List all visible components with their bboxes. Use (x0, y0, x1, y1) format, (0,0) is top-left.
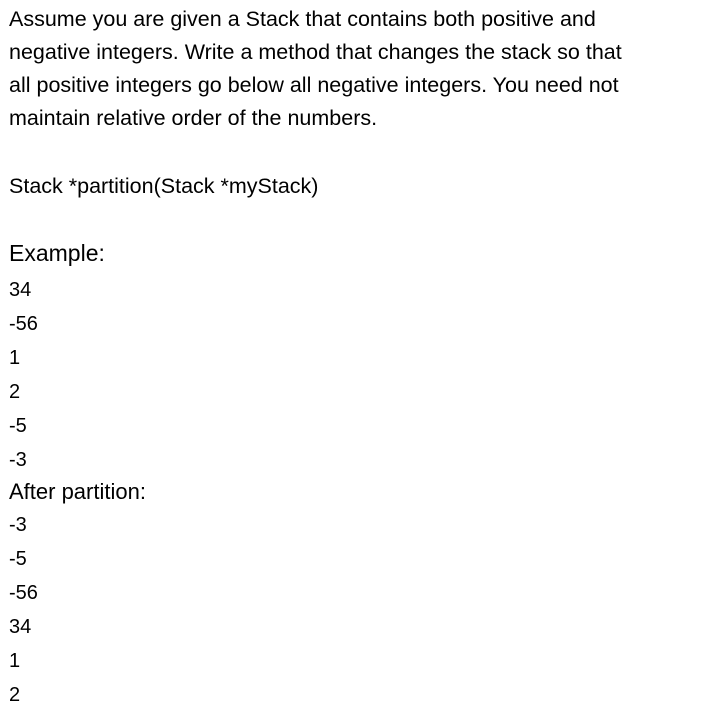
problem-line: Assume you are given a Stack that contains both positive and (9, 7, 596, 31)
example-heading: Example: (9, 240, 105, 266)
after-partition-heading: After partition: (9, 479, 146, 504)
after-stack-item: 2 (9, 684, 21, 706)
after-stack-list (9, 508, 38, 712)
before-stack-item: 1 (9, 347, 21, 369)
before-stack-item: -56 (9, 313, 38, 335)
document-page (9, 0, 699, 706)
after-stack-item: -3 (9, 514, 27, 536)
problem-line: maintain relative order of the numbers. (9, 106, 378, 130)
problem-line: negative integers. Write a method that changes the stack so that (9, 40, 622, 64)
after-stack-item: 1 (9, 650, 21, 672)
before-stack-item: 34 (9, 279, 32, 301)
problem-line: all positive integers go below all negative integers. You need not (9, 73, 619, 97)
function-signature: Stack *partition(Stack *myStack) (9, 174, 319, 198)
after-stack-item: 34 (9, 616, 32, 638)
after-stack-item: -5 (9, 548, 27, 570)
before-stack-item: -3 (9, 449, 27, 471)
before-stack-item: 2 (9, 381, 21, 403)
problem-statement (9, 0, 699, 135)
after-stack-item: -56 (9, 582, 38, 604)
before-stack-list (9, 273, 38, 477)
before-stack-item: -5 (9, 415, 27, 437)
